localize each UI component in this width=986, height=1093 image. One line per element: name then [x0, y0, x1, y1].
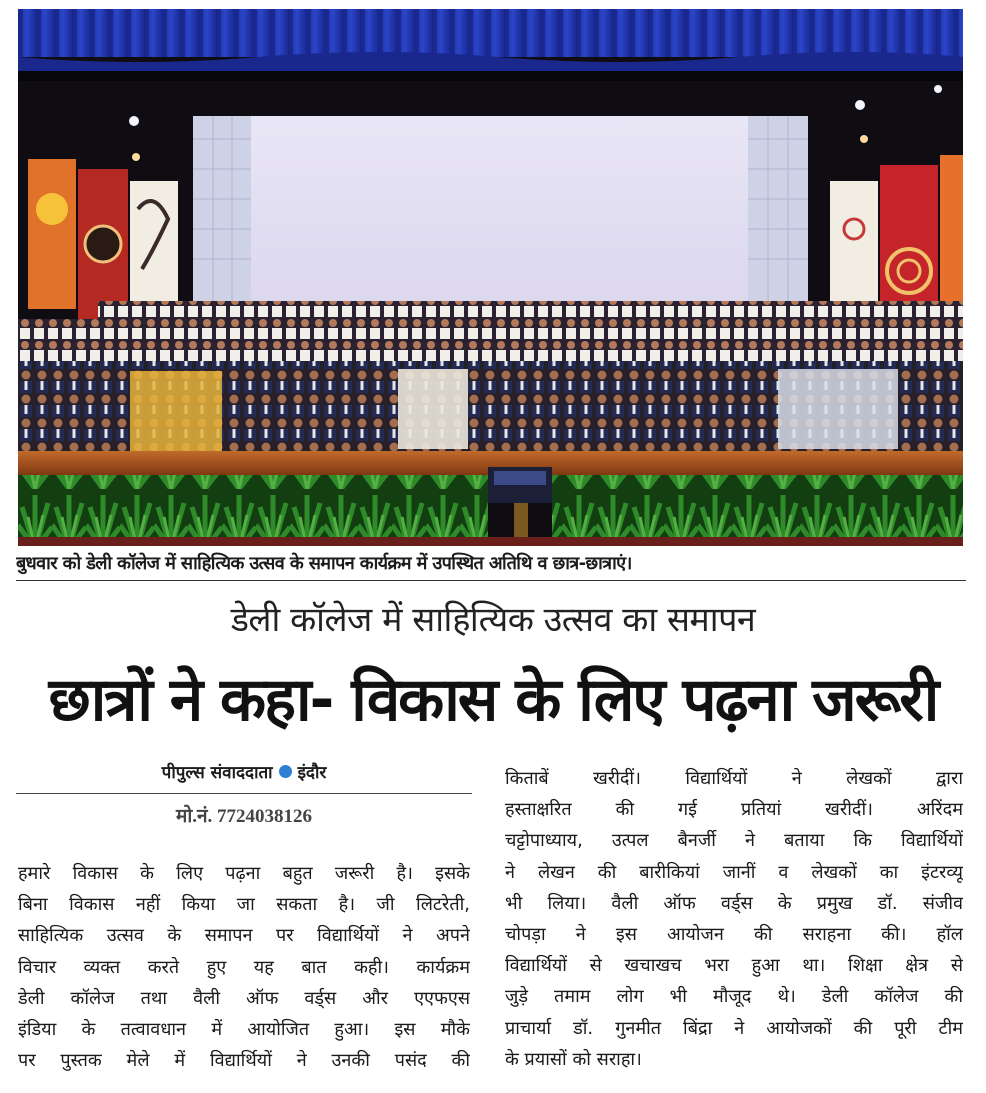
text-line: पर पुस्तक मेले में विद्यार्थियों ने उनकी पसंद की: [18, 1050, 470, 1072]
text-line: भी लिया। वैली ऑफ वर्ड्स के प्रमुख डॉ. संजीव: [505, 892, 963, 914]
group-photo-illustration: [18, 9, 963, 546]
text-line: साहित्यिक उत्सव के समापन पर विद्यार्थियों ने अपने: [18, 925, 470, 947]
text-line: जुड़े तमाम लोग भी मौजूद थे। डेली कॉलेज की: [505, 986, 963, 1008]
byline: [16, 760, 472, 786]
text-line: विचार व्यक्त करते हुए यह बात कही। कार्यक्रम: [18, 956, 470, 978]
text-line: चट्टोपाध्याय, उत्पल बैनर्जी ने बताया कि विद्यार्थियों: [505, 830, 963, 852]
photo-caption: बुधवार को डेली कॉलेज में साहित्यिक उत्सव के समापन कार्यक्रम में उपस्थित अतिथि व छात्र-छात्राएं।: [16, 553, 632, 574]
caption-divider: [16, 580, 966, 581]
article-kicker: डेली कॉलेज में साहित्यिक उत्सव का समापन: [230, 600, 756, 640]
text-line: डेली कॉलेज तथा वैली ऑफ वर्ड्स और एएफएस: [18, 987, 470, 1009]
byline-divider: [16, 793, 472, 794]
text-line: प्राचार्या डॉ. गुनमीत बिंद्रा ने आयोजकों की पूरी टीम: [505, 1017, 963, 1039]
text-line: ने लेखन की बारीकियां जानीं व लेखकों का इंटरव्यू: [505, 861, 963, 883]
byline-source: पीपुल्स संवाददाता: [161, 763, 273, 783]
text-line: चोपड़ा ने इस आयोजन की सराहना की। हॉल: [505, 923, 963, 945]
text-line: के प्रयासों को सराहा।: [505, 1048, 642, 1070]
text-line: किताबें खरीदीं। विद्यार्थियों ने लेखकों द्वारा: [505, 768, 963, 789]
text-line: बिना विकास नहीं किया जा सकता है। जी लिटरेती,: [18, 894, 470, 916]
article-column-2: [505, 763, 963, 1075]
reporter-phone: मो.नं. 7724038126: [175, 806, 313, 827]
article-column-1: [18, 858, 470, 1076]
event-group-photo: [18, 9, 963, 546]
text-line: विद्यार्थियों से खचाखच भरा हुआ था। शिक्षा क्षेत्र से: [505, 955, 963, 977]
byline-city: इंदौर: [297, 763, 327, 783]
bullet-dot-icon: [279, 765, 292, 778]
text-line: हस्ताक्षरित की गई प्रतियां खरीदीं। अरिंदम: [505, 799, 963, 821]
text-line: इंडिया के तत्वावधान में आयोजित हुआ। इस मौके: [18, 1018, 470, 1040]
text-line: हमारे विकास के लिए पढ़ना बहुत जरूरी है। इसके: [18, 863, 470, 884]
article-headline: छात्रों ने कहा- विकास के लिए पढ़ना जरूरी: [48, 665, 938, 735]
